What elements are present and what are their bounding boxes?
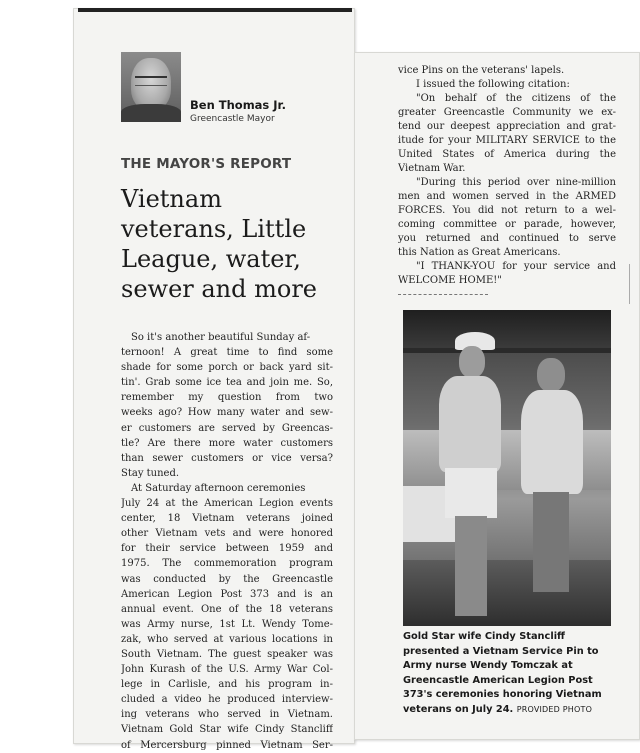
author-photo: [121, 52, 181, 122]
gold-star-wife-figure: [521, 358, 585, 608]
continued-line: vice Pins on the veterans' lapels.: [398, 65, 565, 76]
body-line: tle? Are there more water customers: [121, 437, 333, 449]
photo-credit: PROVIDED PHOTO: [516, 704, 593, 714]
pavilion-roof: [403, 310, 611, 350]
body-line: American Legion Post 373 and is an: [121, 588, 333, 600]
body-line: South Vietnam. The guest speaker was: [121, 648, 333, 660]
nurse-figure: [437, 332, 501, 624]
continued-line: men and women served in the ARMED: [398, 191, 616, 202]
continued-line: FORCES. You did not return to a wel-: [398, 205, 616, 216]
body-line: ing veterans who served in Vietnam.: [121, 709, 333, 721]
body-line: other Vietnam vets and were honored: [121, 528, 333, 540]
body-line: Stay tuned.: [121, 467, 180, 479]
body-line: was Army nurse, 1st Lt. Wendy Tome-: [121, 618, 333, 630]
article-continuation: [398, 64, 616, 288]
body-line: was conducted by the Greencastle: [121, 573, 333, 585]
headline: [121, 184, 346, 304]
author-name: Ben Thomas Jr.: [190, 98, 286, 112]
nurse-legs: [455, 516, 487, 616]
caption-line: 373's ceremonies honoring Vietnam: [403, 689, 602, 701]
continued-line: WELCOME HOME!": [398, 275, 502, 286]
body-line: Vietnam Gold Star wife Cindy Stancliff: [121, 724, 333, 736]
nurse-shorts: [445, 468, 497, 518]
continued-line: I issued the following citation:: [416, 79, 570, 90]
pavilion-beam: [403, 348, 611, 353]
body-line: er customers are served by Greencas-: [121, 422, 333, 434]
continued-line: you returned and continued to serve: [398, 233, 616, 244]
author-title: Greencastle Mayor: [190, 114, 275, 124]
body-line: tin'. Grab some ice tea and join me. So,: [121, 377, 333, 389]
body-line: ternoon! A great time to find some: [121, 347, 333, 359]
body-line: John Kurash of the U.S. Army War Col-: [121, 664, 333, 676]
continued-line: tend our deepest appreciation and grat-: [398, 121, 616, 132]
continued-line: "I THANK-YOU for your service and: [416, 261, 616, 272]
caption-last-line: [403, 703, 613, 718]
body-line: annual event. One of the 18 veterans: [121, 603, 333, 615]
body-line: 1975. The commemoration program: [121, 558, 333, 570]
continued-line: "On behalf of the citizens of the: [416, 93, 616, 104]
column-kicker: THE MAYOR'S REPORT: [121, 156, 292, 172]
presenter-torso: [521, 390, 583, 494]
body-line: shade for some porch or back yard sit-: [121, 362, 333, 374]
body-line: weeks ago? How many water and sew-: [121, 407, 333, 419]
continued-line: this Nation as Great Americans.: [398, 247, 561, 258]
body-line: So it's another beautiful Sunday af-: [131, 332, 311, 343]
caption-line: veterans on July 24.: [403, 703, 514, 715]
body-line: At Saturday afternoon ceremonies: [131, 482, 306, 494]
presenter-head: [537, 358, 565, 392]
cut-line: [398, 294, 488, 301]
body-line: than sewer customers or vice versa?: [121, 452, 333, 464]
author-shoulders: [121, 104, 181, 122]
body-line: lege in Carlisle, and his program in-: [121, 679, 333, 691]
presenter-legs: [533, 492, 569, 592]
headline-line: Vietnam: [121, 185, 222, 213]
body-line: center, 18 Vietnam veterans joined: [121, 513, 333, 525]
fold-mark: [629, 264, 630, 304]
article-body: [121, 330, 333, 753]
body-line: remember my question from two: [121, 392, 333, 404]
body-line: cluded a video he produced interview-: [121, 694, 333, 706]
body-line: for their service between 1959 and: [121, 543, 333, 555]
continued-line: United States of America during the: [398, 149, 616, 160]
photo-caption: [403, 630, 613, 718]
body-line: July 24 at the American Legion events: [121, 498, 333, 510]
headline-line: veterans, Little: [121, 215, 307, 243]
continued-line: itude for your MILITARY SERVICE to the: [398, 135, 616, 146]
caption-line: presented a Vietnam Service Pin to: [403, 645, 599, 657]
nurse-torso: [439, 376, 501, 472]
nurse-head: [459, 346, 485, 378]
top-rule: [78, 8, 352, 12]
caption-line: Greencastle American Legion Post: [403, 674, 593, 686]
headline-line: sewer and more: [121, 275, 318, 303]
caption-line: Army nurse Wendy Tomczak at: [403, 660, 573, 672]
headline-line: League, water,: [121, 245, 301, 273]
continued-line: coming committee or parade, however,: [398, 219, 616, 230]
event-photo: [403, 310, 611, 626]
continued-line: "During this period over nine-million: [416, 177, 616, 188]
body-line: of Mercersburg pinned Vietnam Ser-: [121, 739, 333, 751]
body-line: zak, who served at various locations in: [121, 633, 333, 645]
glasses-icon: [135, 76, 167, 86]
continued-line: Vietnam War.: [398, 163, 466, 174]
continued-line: greater Greencastle Community we ex-: [398, 107, 616, 118]
caption-line: Gold Star wife Cindy Stancliff: [403, 631, 565, 642]
